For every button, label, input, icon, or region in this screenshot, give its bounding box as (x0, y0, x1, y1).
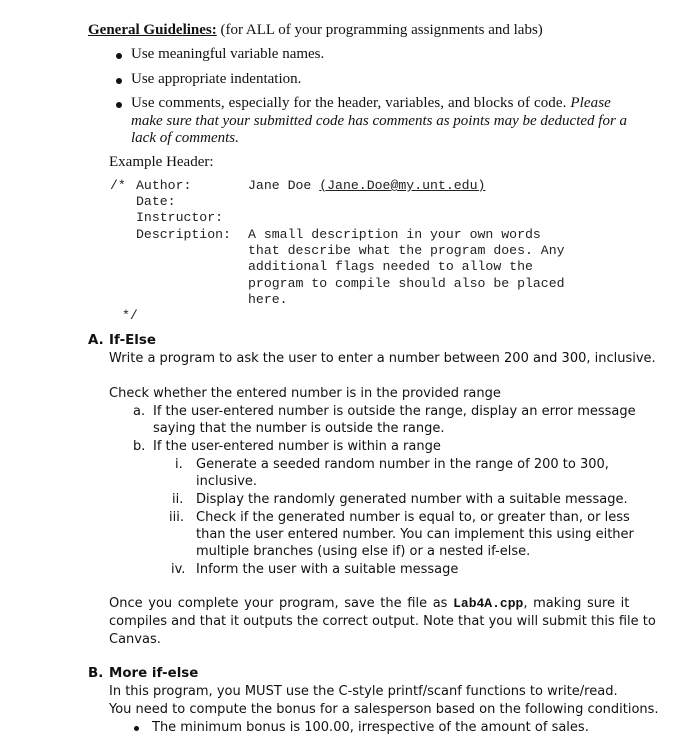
guideline-bullet-3-line2: make sure that your submitted code has comments as points may be deducted for a (131, 113, 628, 129)
description-line-1: A small description in your own words (248, 227, 541, 242)
filename: Lab4A.cpp (453, 596, 524, 611)
guidelines-subtitle: (for ALL of your programming assignments and labs) (220, 22, 543, 38)
description-line-2: that describe what the program does. Any (248, 243, 565, 258)
sub-iii-line-3: multiple branches (using else if) or a nested if-else. (196, 544, 531, 559)
author-name: Jane Doe (248, 178, 312, 193)
comment-open: /* (110, 178, 126, 193)
author-value (248, 178, 485, 195)
description-line-4: program to compile should also be placed (248, 276, 565, 291)
sub-i-marker: i. (175, 457, 183, 472)
bullet-icon (116, 102, 122, 108)
section-a-intro: Write a program to ask the user to enter a number between 200 and 300, inclusive. (109, 351, 656, 366)
sub-ii-line-1: Display the randomly generated number with a suitable message. (196, 492, 628, 507)
instructor-key: Instructor: (136, 210, 224, 225)
section-a-check: Check whether the entered number is in the provided range (109, 386, 501, 401)
guideline-bullet-2: Use appropriate indentation. (131, 71, 302, 87)
guidelines-title: General Guidelines: (88, 22, 217, 38)
comments-italic: Please (570, 95, 611, 111)
complete-post: , making sure it (523, 596, 630, 611)
section-a-title: If-Else (109, 333, 156, 348)
section-a-complete-line-2: compiles and that it outputs the correct output. Note that you will submit this file to (109, 614, 656, 629)
bullet-icon (116, 53, 122, 59)
author-key: Author: (136, 178, 192, 193)
complete-pre: Once you complete your program, save the file as (109, 596, 448, 611)
section-a-complete-line-3: Canvas. (109, 632, 161, 647)
section-b-bullet-1: The minimum bonus is 100.00, irrespective of the amount of sales. (152, 720, 589, 735)
item-a-marker: a. (133, 404, 146, 419)
date-key: Date: (136, 194, 176, 209)
description-key: Description: (136, 227, 231, 242)
description-line-3: additional flags needed to allow the (248, 259, 533, 274)
comments-text: Use comments, especially for the header, variables, and blocks of code. (131, 95, 571, 111)
bullet-icon (134, 726, 139, 731)
guideline-bullet-1: Use meaningful variable names. (131, 46, 325, 62)
section-a-complete-line-1 (109, 596, 629, 611)
guideline-bullet-3 (131, 95, 611, 112)
bullet-icon (116, 78, 122, 84)
sub-iii-line-2: than the user entered number. You can implement this using either (196, 527, 634, 542)
sub-ii-marker: ii. (172, 492, 184, 507)
sub-iii-line-1: Check if the generated number is equal to, or greater than, or less (196, 510, 630, 525)
guideline-bullet-3-line3: lack of comments. (131, 130, 239, 146)
section-b-line-1: In this program, you MUST use the C-style printf/scanf functions to write/read. (109, 684, 618, 699)
author-email-link[interactable]: (Jane.Doe@my.unt.edu) (319, 178, 486, 193)
section-b-marker: B. (88, 666, 104, 681)
item-b-marker: b. (133, 439, 146, 454)
sub-iii-marker: iii. (169, 510, 184, 525)
sub-i-line-2: inclusive. (196, 474, 258, 489)
sub-i-line-1: Generate a seeded random number in the range of 200 to 300, (196, 457, 609, 472)
description-line-5: here. (248, 292, 288, 307)
section-a-marker: A. (88, 333, 104, 348)
item-b-line: If the user-entered number is within a range (153, 439, 441, 454)
sub-iv-line-1: Inform the user with a suitable message (196, 562, 459, 577)
sub-iv-marker: iv. (171, 562, 186, 577)
item-a-line-2: saying that the number is outside the range. (153, 421, 445, 436)
section-b-line-2: You need to compute the bonus for a salesperson based on the following conditions. (109, 702, 659, 717)
guidelines-heading (88, 22, 543, 39)
section-b-title: More if-else (109, 666, 199, 681)
item-a-line-1: If the user-entered number is outside the range, display an error message (153, 404, 636, 419)
example-header-label: Example Header: (109, 154, 214, 170)
comment-close: */ (122, 308, 138, 323)
